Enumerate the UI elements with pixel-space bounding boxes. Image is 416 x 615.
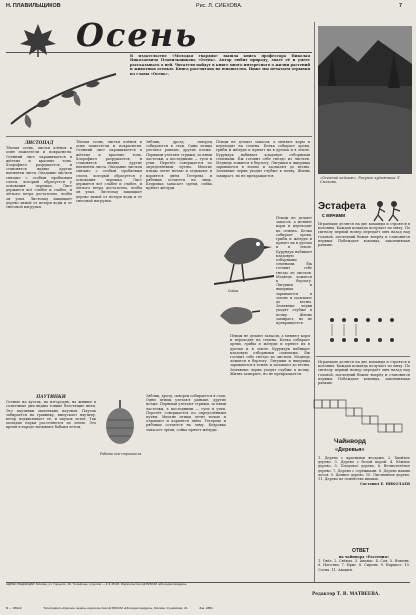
page-number: 7 (399, 3, 402, 9)
estafeta-body: Играющие делятся на две команды и строятся в колонны. Каждая команда получает по мячу. По сигналу первый номер передаёт мяч назад над головой, последний бежит вперёд и становится первым. Побеждает команда, закончившая раньше. (318, 222, 410, 248)
answer-title: ОТВЕТ (352, 548, 369, 554)
footer-print: Типография «Красное знамя» издательства ЦК ВЛКСМ «Молодая гвардия», Москва, Сущёвская, 21. (43, 606, 189, 610)
column-bottom-middle (146, 394, 226, 578)
autumn-branch-illustration (6, 54, 124, 134)
estafeta-text (318, 222, 410, 312)
landscape-photo-image (318, 26, 412, 174)
column-right-top (216, 140, 310, 214)
chainword-body: 1. Дерево с красными ягодами. 2. Хвойное дерево. 3. Дерево с белой корой. 4. Южное дерево. 5. Плодовое дерево. 6. Вечнозелёное дерево. 7. Дерево с серёжками. 8. Дерево наших лесов. 9. Ценное дерево. 10. Лиственное дерево. 11. Дерево из семейства ивовых. (318, 456, 410, 482)
estafeta-title: Эстафета (318, 201, 366, 212)
sidebar-rule (316, 356, 410, 357)
landscape-photo (318, 26, 412, 174)
section-heading-listopad: ЛИСТОПАД (24, 140, 54, 145)
jay-bird-illustration (214, 216, 274, 288)
column-listopad (6, 140, 72, 390)
column-pautinki (6, 394, 96, 578)
chainword-subtitle: «Деревья» (335, 447, 365, 453)
answer-body: 1. Овёс. 2. Свёкла. 3. Ананас. 4. Соя. 5. Ячмень. 6. Ноготки. 7. Ирис. 8. Сирень. 9. Нарцисс. 10. Сосна. 11. Акация. (318, 559, 410, 572)
column-bottom-right (230, 334, 310, 578)
column-middle (146, 140, 212, 390)
chainword-text (318, 456, 410, 536)
author-name: Н. ПЛАВИЛЬЩИКОВ (6, 3, 61, 9)
running-kids-icon (372, 200, 404, 222)
maple-leaf-icon (18, 22, 58, 58)
editor-credit: Редактор Т. В. МАТВЕЕВА. (312, 592, 380, 597)
bird-caption: Сойка. (228, 289, 240, 293)
photo-caption: «Осенний пейзаж». Рисунок художника Л. Смехова. (320, 176, 401, 185)
footer-address: АДРЕС РЕДАКЦИИ: Москва, ул. Горького, 16. Телефоны: отделов — К 4-15-00. Издательство ЦК ВЛКСМ «Молодая гвардия». (6, 582, 188, 586)
chainword-grid (312, 398, 408, 436)
section-text-listopad: Тёплая осень, листья клёнов и осин пожелтели и покраснели. Осенний лист окрашивается в жёлтые и красные тона. Хлорофилл разрушается, и становятся видны другие пигменты листа. Опадание листьев связано с особым пробковым слоем, который образуется у основания черешка. Лист держится всё слабее и слабее, и лёгкого ветра достаточно, чтобы он упал. Листопад защищает дерево зимой от потери воды и от снеговой нагрузки. (6, 146, 72, 210)
column-listopad-cont (76, 140, 142, 390)
column-right-narrow (276, 216, 312, 326)
estafeta-subtitle: с мячами (322, 213, 346, 219)
page-header (6, 3, 410, 13)
section-text-bottom-right: Птицы не делают запасов, а меняют корм и переходят на семена. Белка собирает орехи, грибы и жёлуди и прячет их в дуплах и в земле. Бурундук набивает кладовую отборными семенами. Ёж готовит себе гнездо из листьев. Медведь ложится в берлогу. Лягушки и ящерицы зарываются в землю и засыпают до весны. Земляные черви уходят глубже в почву. Жизнь замирает, но не прекращается. (230, 334, 310, 376)
sidebar-divider (314, 22, 315, 582)
intro-paragraph: В издательстве «Молодая гвардия» вышла книга профессора Николая Николаевича Плавильщикова «Осень». Автор любит природу, знает её и умеет рассказывать о ней. Читатели найдут в книге много интересного о жизни растений и животных осенью. Книга рассчитана на юношество. Ниже мы печатаем отрывки из главы «Осень». (130, 54, 310, 76)
section-text-bottom-middle: Зяблик, дрозд, скворец собираются в стаи. Одни птицы улетают раньше, другие позже. Первыми улетают стрижи, за ними ласточки, а последними — гуси и утки. Перелёт совершается по определённым путям. Многие птицы летят ночью и отдыхают и кормятся днём. Тетерева и рябчики остаются на зиму. Кедровка запасает орехи, сойка прячет жёлуди. (146, 394, 226, 432)
section-text-middle: Зяблик, дрозд, скворец собираются в стаи. Одни птицы улетают раньше, другие позже. Первыми улетают стрижи, за ними ласточки, а последними — гуси и утки. Перелёт совершается по определённым путям. Многие птицы летят ночью и отдыхают и кормятся днём. Тетерева и рябчики остаются на зиму. Кедровка запасает орехи, сойка прячет жёлуди. (146, 140, 212, 191)
artist-credit: Рис. Л. СИЕХОВА. (196, 3, 243, 9)
section-text-right-narrow: Птицы не делают запасов, а меняют корм и переходят на семена. Белка собирает орехи, грибы и жёлуди и прячет их в дуплах и в земле. Бурундук набивает кладовую отборными семенами. Ёж готовит себе гнездо из листьев. Медведь ложится в берлогу. Лягушки и ящерицы зарываются в землю и засыпают до весны. Земляные черви уходят глубже в почву. Жизнь замирает, но не прекращается. (276, 216, 312, 326)
wasp-nest-illustration (100, 398, 140, 450)
answer-subtitle: на чайнворд «Растения» (338, 555, 390, 559)
divider (6, 136, 312, 137)
footer-order: Зак. 2881. (199, 606, 214, 610)
footer-line (6, 606, 406, 610)
section-heading-pautinki: ПАУТИНКИ (36, 394, 66, 399)
woodpecker-illustration (214, 296, 262, 330)
section-text-pautinki: Осенью на кустах, на изгородях, на жнивье в солнечные дни видны тонкие блестящие нити. Это паутинки маленьких паучков. Паучок забирается на травинку, выпускает паутину, ветер подхватывает её, и паучок летит. Так молодые пауки расселяются по земле. Это время в народе называют бабьим летом. (6, 400, 96, 430)
ball-relay-diagram (322, 312, 406, 350)
chainword-author: Составил Е. НИКОЛАЕВ (360, 482, 410, 487)
footer-code: Б — 06912. (6, 606, 23, 610)
sidebar-extra-body: Играющие делятся на две команды и строятся в колонны. Каждая команда получает по мячу. По сигналу первый номер передаёт мяч назад над головой, последний бежит вперёд и становится первым. Побеждает команда, закончившая раньше. (318, 360, 410, 386)
sidebar-extra-text (318, 360, 410, 396)
answer-block (318, 555, 410, 581)
section-text-listopad-cont: Тёплая осень, листья клёнов и осин пожелтели и покраснели. Осенний лист окрашивается в жёлтые и красные тона. Хлорофилл разрушается, и становятся видны другие пигменты листа. Опадание листьев связано с особым пробковым слоем, который образуется у основания черешка. Лист держится всё слабее и слабее, и лёгкого ветра достаточно, чтобы он упал. Листопад защищает дерево зимой от потери воды и от снеговой нагрузки. (76, 140, 142, 203)
chainword-title: Чайнворд (334, 438, 366, 445)
page-title: Осень (76, 16, 199, 54)
section-text-right: Птицы не делают запасов, а меняют корм и переходят на семена. Белка собирает орехи, грибы и жёлуди и прячет их в дуплах и в земле. Бурундук набивает кладовую отборными семенами. Ёж готовит себе гнездо из листьев. Медведь ложится в берлогу. Лягушки и ящерицы зарываются в землю и засыпают до весны. Земляные черви уходят глубже в почву. Жизнь замирает, но не прекращается. (216, 140, 310, 178)
title-banner (6, 14, 312, 53)
nest-caption: Работа осы-строителя. (100, 452, 143, 456)
